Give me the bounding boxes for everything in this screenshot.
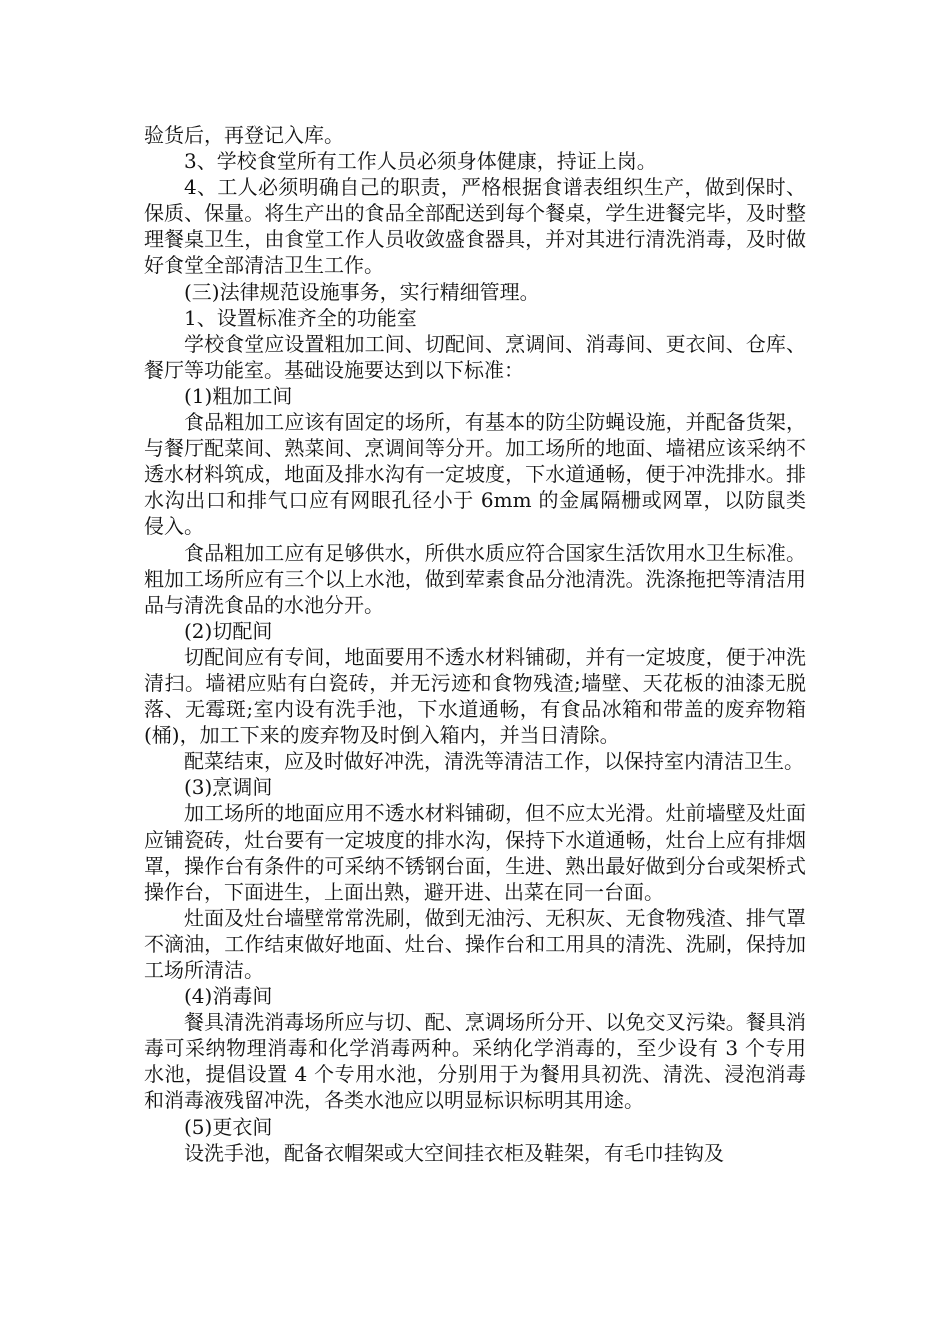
paragraph: 学校食堂应设置粗加工间、切配间、烹调间、消毒间、更衣间、仓库、餐厅等功能室。基础设施要达到以下标准： bbox=[144, 331, 806, 382]
paragraph: 餐具清洗消毒场所应与切、配、烹调场所分开、以免交叉污染。餐具消毒可采纳物理消毒和化学消毒两种。采纳化学消毒的，至少设有 3 个专用水池，提倡设置 4 个专用水池，分别用于为餐用具初洗、清洗、浸泡消毒和消毒液残留冲洗，各类水池应以明显标识标明其用途。 bbox=[144, 1010, 806, 1113]
subheading-function-rooms: 1、设置标准齐全的功能室 bbox=[184, 305, 417, 330]
subheading-cutting-room: (2)切配间 bbox=[184, 618, 273, 643]
paragraph: 食品粗加工应有足够供水，所供水质应符合国家生活饮用水卫生标准。粗加工场所应有三个以上水池，做到荤素食品分池清洗。洗涤拖把等清洁用品与清洗食品的水池分开。 bbox=[144, 540, 806, 617]
subheading-cooking-room: (3)烹调间 bbox=[184, 775, 273, 800]
paragraph: 灶面及灶台墙壁常常洗刷，做到无油污、无积灰、无食物残渣、排气罩不滴油，工作结束做好地面、灶台、操作台和工用具的清洗、洗刷，保持加工场所清洁。 bbox=[144, 905, 806, 982]
subheading-rough-processing: (1)粗加工间 bbox=[184, 383, 293, 408]
paragraph: 验货后，再登记入库。 bbox=[144, 123, 344, 147]
section-heading-facilities: (三)法律规范设施事务，实行精细管理。 bbox=[184, 279, 540, 304]
paragraph: 设洗手池，配备衣帽架或大空间挂衣柜及鞋架，有毛巾挂钩及 bbox=[184, 1140, 724, 1165]
document-page bbox=[144, 122, 806, 1166]
paragraph: 加工场所的地面应用不透水材料铺砌，但不应太光滑。灶前墙壁及灶面应铺瓷砖，灶台要有一定坡度的排水沟，保持下水道通畅，灶台上应有排烟罩，操作台有条件的可采纳不锈钢台面，生进、熟出最好做到分台或架桥式操作台，下面进生，上面出熟，避开进、出菜在同一台面。 bbox=[144, 801, 806, 904]
paragraph: 配菜结束，应及时做好冲洗，清洗等清洁工作，以保持室内清洁卫生。 bbox=[184, 749, 804, 774]
paragraph: 食品粗加工应该有固定的场所，有基本的防尘防蝇设施，并配备货架，与餐厅配菜间、熟菜间、烹调间等分开。加工场所的地面、墙裙应该采纳不透水材料筑成，地面及排水沟有一定坡度，下水道通畅，便于冲洗排水。排水沟出口和排气口应有网眼孔径小于 6mm 的金属隔栅或网罩，以防鼠类侵入。 bbox=[144, 410, 806, 539]
paragraph: 切配间应有专间，地面要用不透水材料铺砌，并有一定坡度，便于冲洗清扫。墙裙应贴有白瓷砖，并无污迹和食物残渣;墙壁、天花板的油漆无脱落、无霉斑;室内设有洗手池，下水道通畅，有食品冰箱和带盖的废弃物箱(桶)，加工下来的废弃物及时倒入箱内，并当日清除。 bbox=[144, 644, 806, 748]
subheading-changing-room: (5)更衣间 bbox=[184, 1114, 273, 1139]
list-item-staff-health: 3、学校食堂所有工作人员必须身体健康，持证上岗。 bbox=[184, 149, 657, 174]
list-item-worker-duties: 4、工人必须明确自己的职责，严格根据食谱表组织生产，做到保时、保质、保量。将生产出的食品全部配送到每个餐桌，学生进餐完毕，及时整理餐桌卫生，由食堂工作人员收敛盛食器具，并对其进行清洗消毒，及时做好食堂全部清洁卫生工作。 bbox=[144, 175, 806, 278]
subheading-disinfection-room: (4)消毒间 bbox=[184, 984, 273, 1009]
